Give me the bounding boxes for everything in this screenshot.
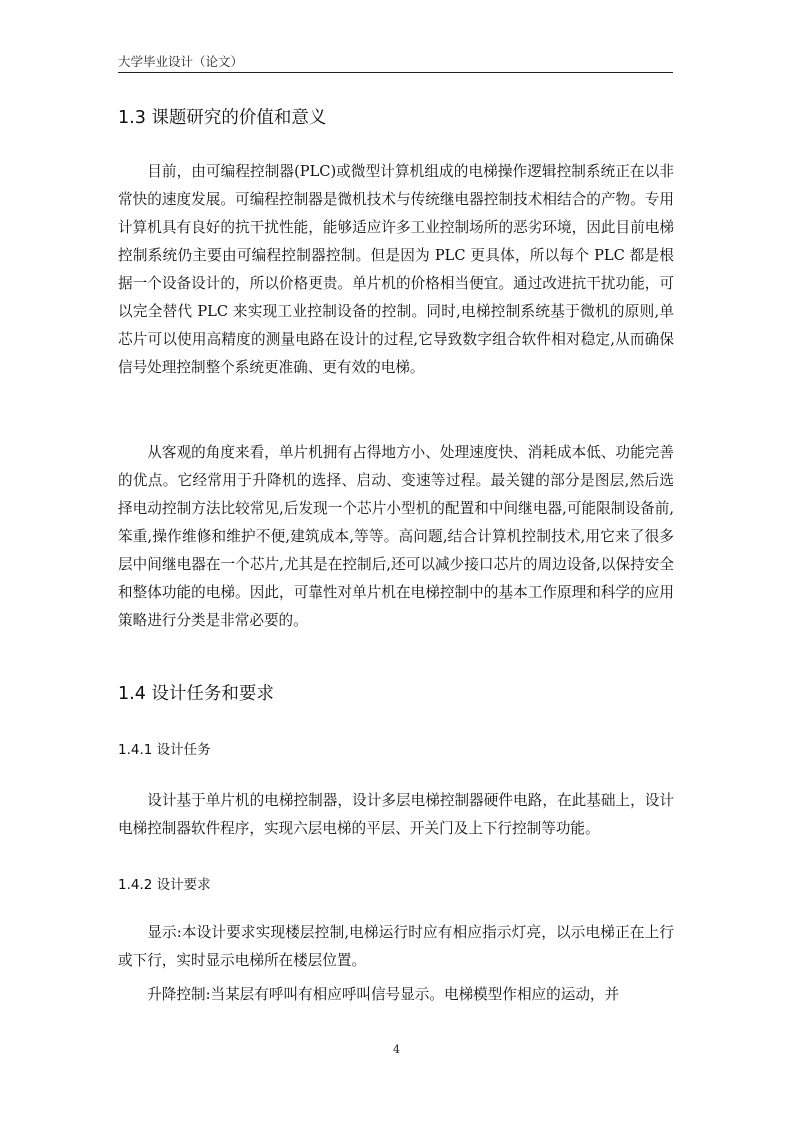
page-number: 4	[393, 1043, 400, 1056]
running-header: 大学毕业设计（论文）	[118, 54, 244, 69]
subsection-heading-1-4-1: 1.4.1 设计任务	[118, 742, 211, 758]
header-divider	[118, 72, 673, 73]
paragraph-1-4-2-a: 显示:本设计要求实现楼层控制,电梯运行时应有相应指示灯亮，以示电梯正在上行或下行，实时显示电梯所在楼层位置。	[118, 924, 674, 969]
paragraph-1-4-2-b: 升降控制:当某层有呼叫有相应呼叫信号显示。电梯模型作相应的运动，并	[147, 986, 620, 1003]
subsection-heading-1-4-2: 1.4.2 设计要求	[118, 877, 211, 893]
paragraph-1-4-1: 设计基于单片机的电梯控制器，设计多层电梯控制器硬件电路，在此基础上，设计电梯控制器软件程序，实现六层电梯的平层、开关门及上下行控制等功能。	[118, 792, 674, 837]
paragraph-1-3-a: 目前，由可编程控制器(PLC)或微型计算机组成的电梯操作逻辑控制系统正在以非常快的速度发展。可编程控制器是微机技术与传统继电器控制技术相结合的产物。专用计算机具有良好的抗干扰性能，能够适应许多工业控制场所的恶劣环境，因此目前电梯控制系统仍主要由可编程控制器控制。但是因为 PLC 更具体，所以每个 PLC 都是根据一个设备设计的，所以价格更贵。单片机的价格相当便宜。通过改进抗干扰功能，可以完全替代 PLC 来实现工业控制设备的控制。同时,电梯控制系统基于微机的原则,单芯片可以使用高精度的测量电路在设计的过程,它导致数字组合软件相对稳定,从而确保信号处理控制整个系统更准确、更有效的电梯。	[118, 163, 674, 376]
section-heading-1-4: 1.4 设计任务和要求	[118, 684, 274, 704]
paragraph-1-3-b: 从客观的角度来看，单片机拥有占得地方小、处理速度快、消耗成本低、功能完善的优点。它经常用于升降机的选择、启动、变速等过程。最关键的部分是图层,然后选择电动控制方法比较常见,后发现一个芯片小型机的配置和中间继电器,可能限制设备前,笨重,操作维修和维护不便,建筑成本,等等。高问题,结合计算机控制技术,用它来了很多层中间继电器在一个芯片,尤其是在控制后,还可以减少接口芯片的周边设备,以保持安全和整体功能的电梯。因此，可靠性对单片机在电梯控制中的基本工作原理和科学的应用策略进行分类是非常必要的。	[118, 444, 674, 629]
section-heading-1-3: 1.3 课题研究的价值和意义	[118, 108, 327, 128]
